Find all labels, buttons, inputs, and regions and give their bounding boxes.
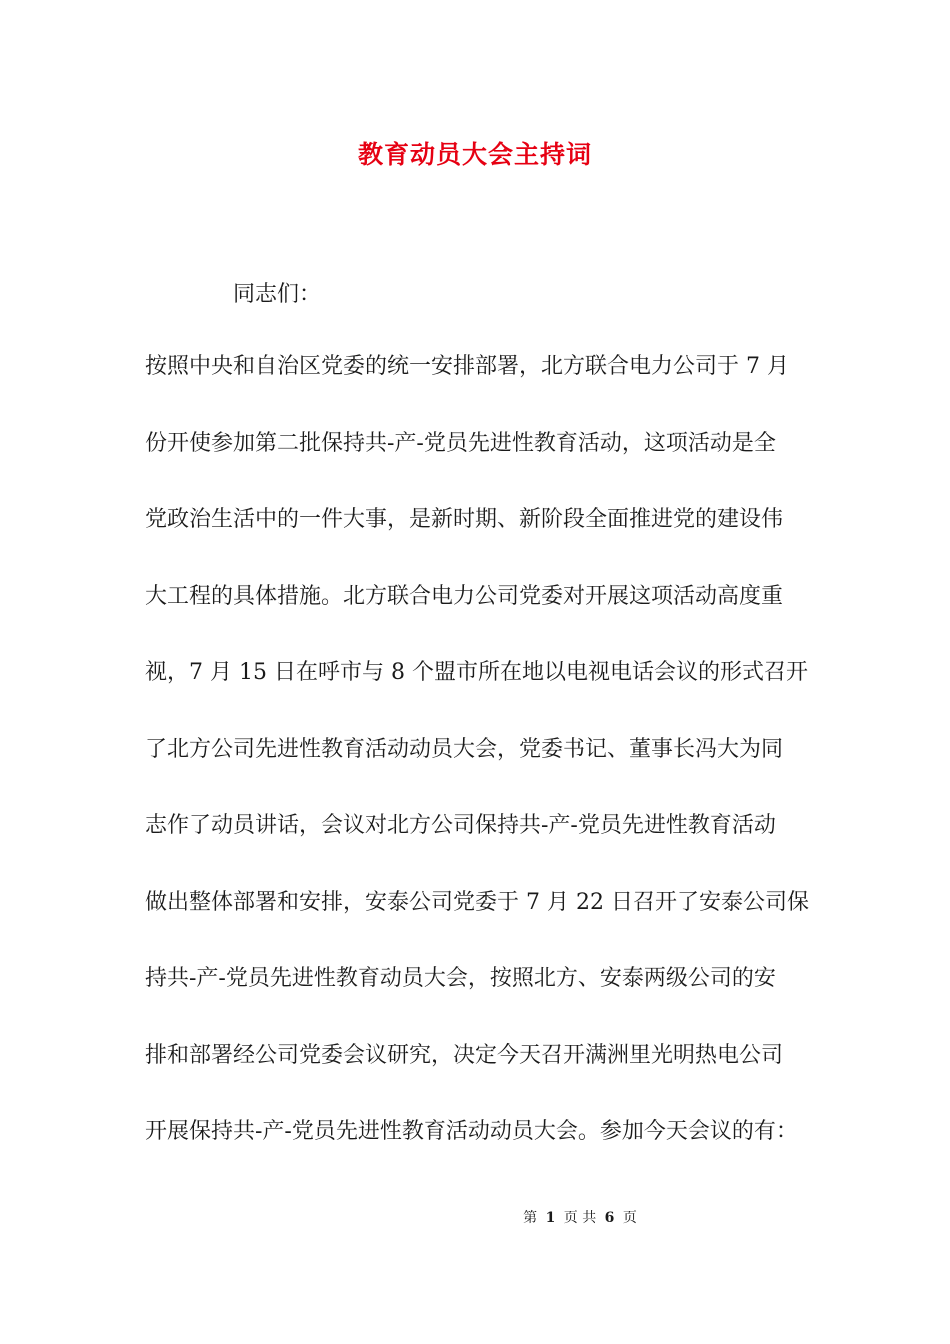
- body-line: 排和部署经公司党委会议研究，决定今天召开满洲里光明热电公司: [145, 1042, 784, 1068]
- body-line: 志作了动员讲话，会议对北方公司保持共-产-党员先进性教育活动: [145, 813, 776, 838]
- body-line: 了北方公司先进性教育活动动员大会，党委书记、董事长冯大为同: [145, 736, 784, 762]
- footer-middle: 页 共: [563, 1210, 597, 1226]
- salutation: 同志们：: [233, 282, 322, 307]
- footer-suffix: 页: [622, 1210, 637, 1226]
- document-title: 教育动员大会主持词: [357, 140, 592, 169]
- body-line: 持共-产-党员先进性教育动员大会，按照北方、安泰两级公司的安: [145, 966, 776, 991]
- body-line: 大工程的具体措施。北方联合电力公司党委对开展这项活动高度重: [145, 583, 784, 609]
- body-line: 份开使参加第二批保持共-产-党员先进性教育活动，这项活动是全: [145, 430, 776, 456]
- page-number-footer: [0, 1208, 950, 1228]
- body-line: 按照中央和自治区党委的统一安排部署，北方联合电力公司于 7 月: [145, 354, 789, 379]
- total-page-count: 6: [604, 1210, 615, 1226]
- body-line: 开展保持共-产-党员先进性教育活动动员大会。参加今天会议的有：: [145, 1119, 798, 1144]
- body-text: [145, 352, 825, 1194]
- footer-prefix: 第: [523, 1210, 538, 1226]
- body-line: 做出整体部署和安排，安泰公司党委于 7 月 22 日召开了安泰公司保: [145, 889, 809, 915]
- body-line: 视，7 月 15 日在呼市与 8 个盟市所在地以电视电话会议的形式召开: [145, 660, 808, 685]
- body-line: 党政治生活中的一件大事，是新时期、新阶段全面推进党的建设伟: [145, 507, 784, 532]
- current-page-number: 1: [545, 1210, 556, 1226]
